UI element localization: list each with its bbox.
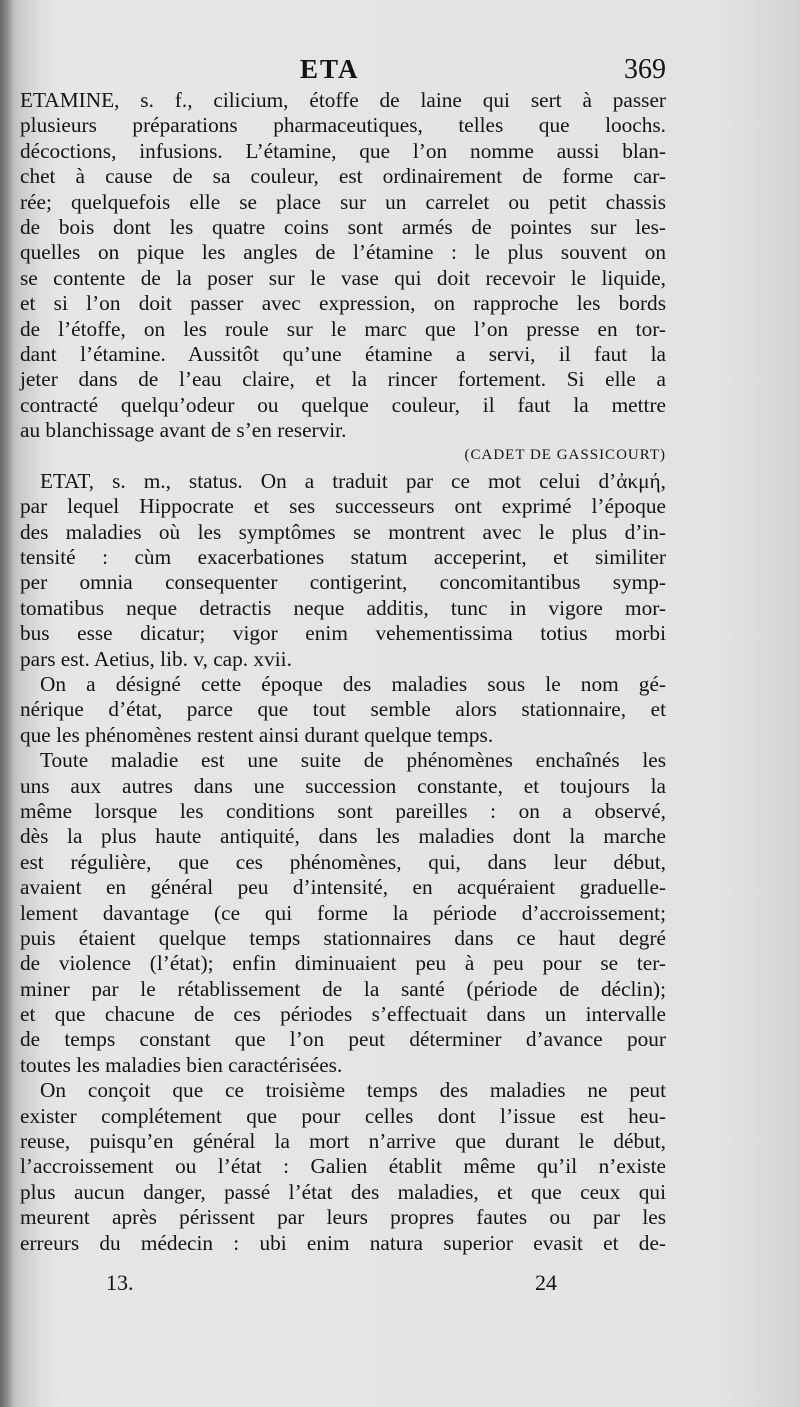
page-number: 369 <box>624 54 666 85</box>
binding-shadow <box>0 0 14 1407</box>
text-line: que les phénomènes restent ainsi durant quelque temps. <box>20 722 494 747</box>
text-line: bus esse dicatur; vigor enim vehementissima totius morbi <box>20 621 666 646</box>
signature-mark: 13. <box>106 1270 134 1295</box>
text-line: reuse, puisqu’en général la mort n’arrive que durant le début, <box>20 1129 666 1154</box>
text-line: pars est. Aetius, lib. v, cap. xvii. <box>20 646 292 671</box>
author-signature: (CADET DE GASSICOURT) <box>464 447 666 464</box>
text-line: avaient en général peu d’intensité, en acquéraient graduelle- <box>20 875 666 900</box>
text-line: jeter dans de l’eau claire, et la rincer fortement. Si elle a <box>20 367 666 392</box>
text-line: chet à cause de sa couleur, est ordinairement de forme car- <box>20 164 666 189</box>
text-line: quelles on pique les angles de l’étamine : le plus souvent on <box>20 240 666 265</box>
text-line: rée; quelquefois elle se place sur un carrelet ou petit chassis <box>20 189 666 214</box>
text-line: exister complétement que pour celles dont l’issue est heu- <box>20 1103 666 1128</box>
text-line: de violence (l’état); enfin diminuaient peu à peu pour se ter- <box>20 951 666 976</box>
text-line: et si l’on doit passer avec expression, on rapproche les bords <box>20 291 666 316</box>
text-line: On a désigné cette époque des maladies sous le nom gé- <box>40 671 666 696</box>
text-line: se contente de la poser sur le vase qui doit recevoir le liquide, <box>20 265 666 290</box>
text-line: contracté quelqu’odeur ou quelque couleur, il faut la mettre <box>20 392 666 417</box>
sheet-number: 24 <box>535 1270 557 1295</box>
text-line: puis étaient quelque temps stationnaires dans ce haut degré <box>20 925 666 950</box>
text-line: lement davantage (ce qui forme la période d’accroissement; <box>20 900 666 925</box>
text-line: de l’étoffe, on les roule sur le marc que l’on presse en tor- <box>20 316 666 341</box>
text-line: même lorsque les conditions sont pareilles : on a observé, <box>20 798 666 823</box>
text-line: dant l’étamine. Aussitôt qu’une étamine a servi, il faut la <box>20 341 666 366</box>
text-line: miner par le rétablissement de la santé (période de déclin); <box>20 976 666 1001</box>
text-line: toutes les maladies bien caractérisées. <box>20 1052 343 1077</box>
running-head-title: ETA <box>300 54 360 84</box>
text-line: ETAT, s. m., status. On a traduit par ce mot celui d’ἀκμή, <box>40 468 666 493</box>
text-line: et que chacune de ces périodes s’effectuait dans un intervalle <box>20 1002 666 1027</box>
text-line: tensité : cùm exacerbationes statum acceperint, et similiter <box>20 545 666 570</box>
text-line: de bois dont les quatre coins sont armés de pointes sur les- <box>20 214 666 239</box>
text-line: plus aucun danger, passé l’état des maladies, et que ceux qui <box>20 1179 666 1204</box>
text-line: décoctions, infusions. L’étamine, que l’on nomme aussi blan- <box>20 138 666 163</box>
text-line: dès la plus haute antiquité, dans les maladies dont la marche <box>20 824 666 849</box>
text-line: On conçoit que ce troisième temps des maladies ne peut <box>40 1078 666 1103</box>
page-footer <box>0 1270 800 1304</box>
text-line: tomatibus neque detractis neque additis, tunc in vigore mor- <box>20 595 666 620</box>
text-line: per omnia consequenter contigerint, concomitantibus symp- <box>20 570 666 595</box>
text-line: ETAMINE, s. f., cilicium, étoffe de laine qui sert à passer <box>20 88 666 112</box>
text-line: plusieurs préparations pharmaceutiques, telles que loochs. <box>20 113 666 138</box>
text-line: meurent après périssent par leurs propres fautes ou par les <box>20 1205 666 1230</box>
text-line: Toute maladie est une suite de phénomènes enchaînés les <box>40 748 666 773</box>
body-text <box>20 88 666 1256</box>
text-line: par lequel Hippocrate et ses successeurs ont exprimé l’époque <box>20 494 666 519</box>
running-head <box>0 54 800 88</box>
text-line: nérique d’état, parce que tout semble alors stationnaire, et <box>20 697 666 722</box>
text-line: uns aux autres dans une succession constante, et toujours la <box>20 773 666 798</box>
text-line: au blanchissage avant de s’en reservir. <box>20 418 347 443</box>
text-line: l’accroissement ou l’état : Galien établit même qu’il n’existe <box>20 1154 666 1179</box>
text-line: est régulière, que ces phénomènes, qui, dans leur début, <box>20 849 666 874</box>
text-line: des maladies où les symptômes se montrent avec le plus d’in- <box>20 519 666 544</box>
text-line: de temps constant que l’on peut déterminer d’avance pour <box>20 1027 666 1052</box>
text-line: erreurs du médecin : ubi enim natura superior evasit et de- <box>20 1230 666 1255</box>
